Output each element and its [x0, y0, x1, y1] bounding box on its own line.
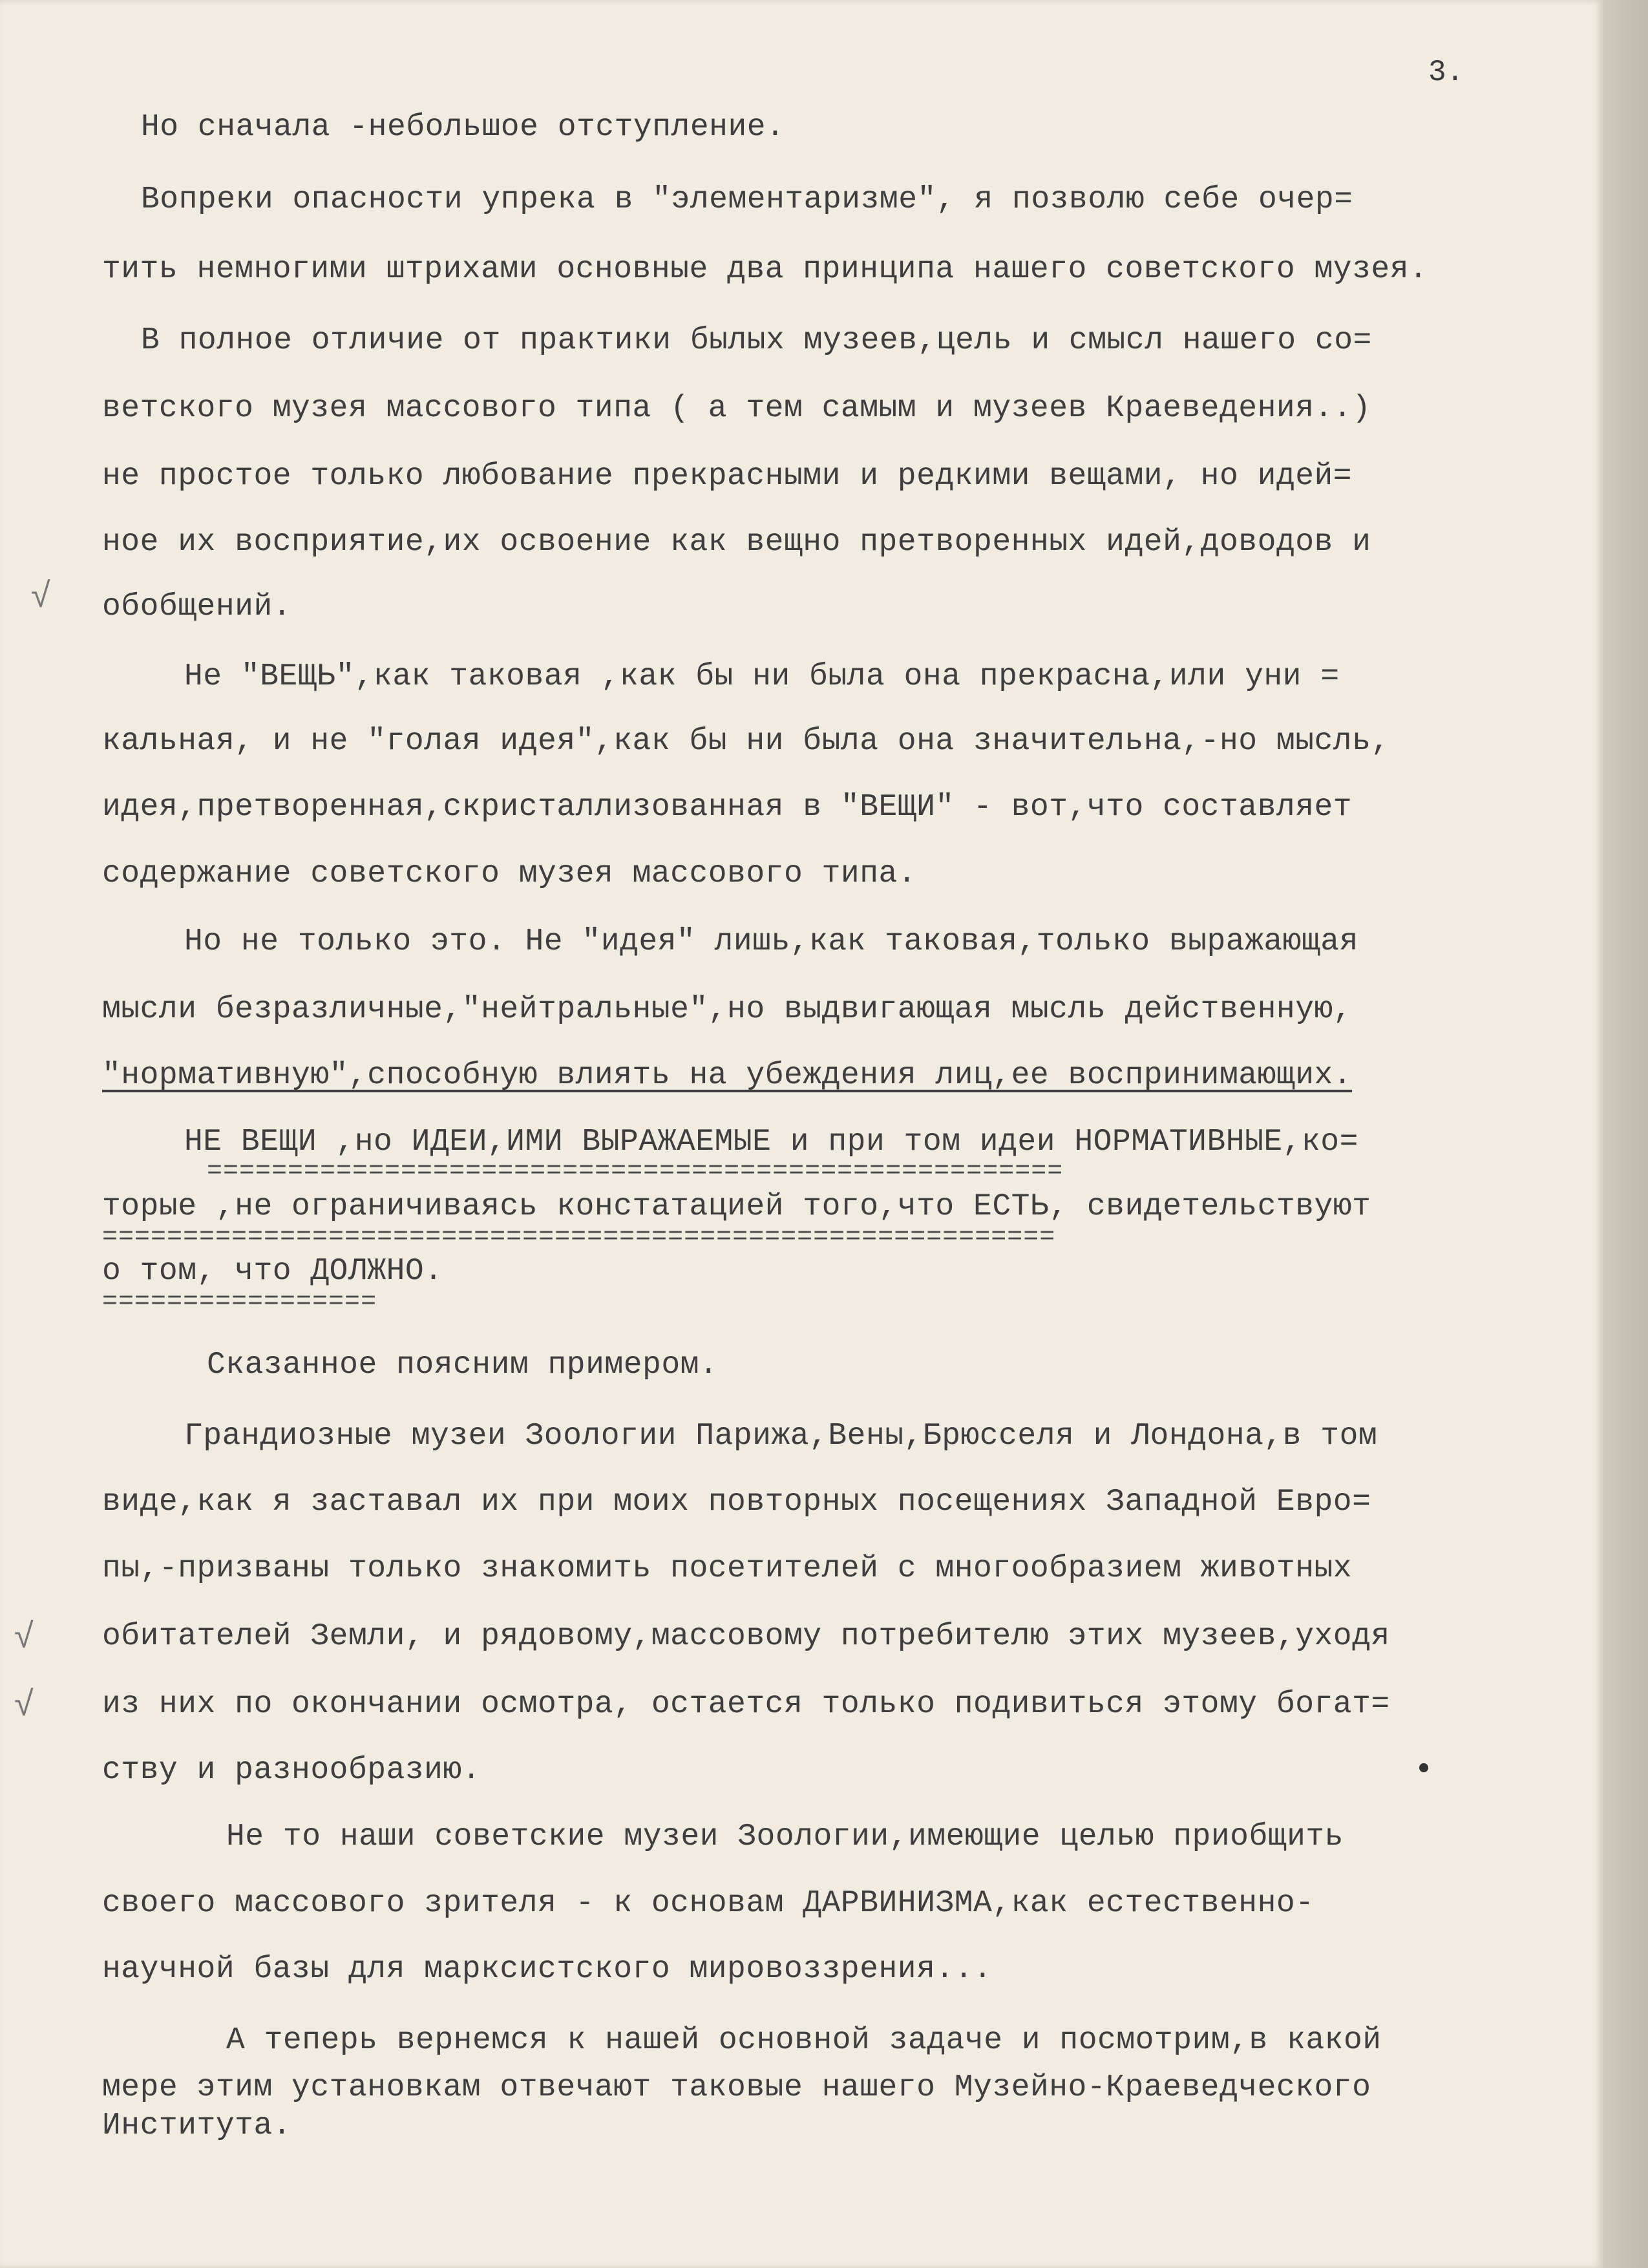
text-line: научной базы для марксистского мировоззрения...: [102, 1952, 993, 1987]
text-line: НЕ ВЕЩИ ,но ИДЕИ,ИМИ ВЫРАЖАЕМЫЕ и при том идеи НОРМАТИВНЫЕ,ко=: [184, 1125, 1358, 1160]
text-line: Не то наши советские музеи Зоологии,имеющие целью приобщить: [226, 1819, 1344, 1854]
text-line: Вопреки опасности упрека в "элементаризме", я позволю себе очер=: [141, 182, 1353, 217]
text-line: ству и разнообразию.: [102, 1753, 481, 1788]
text-line: Но не только это. Не "идея" лишь,как таковая,только выражающая: [184, 924, 1358, 959]
text-line: кальная, и не "голая идея",как бы ни была она значительна,-но мысль,: [102, 724, 1390, 759]
text-line: идея,претворенная,скристаллизованная в "ВЕЩИ" - вот,что составляет: [102, 790, 1353, 825]
text-line: пы,-призваны только знакомить посетителей с многообразием животных: [102, 1551, 1353, 1586]
double-underline: =================: [102, 1288, 377, 1317]
text-line: Грандиозные музеи Зоологии Парижа,Вены,Брюсселя и Лондона,в том: [184, 1419, 1378, 1454]
page-number: 3.: [1428, 56, 1464, 89]
text-line: из них по окончании осмотра, остается только подивиться этому богат=: [102, 1687, 1390, 1722]
text-line: о том, что ДОЛЖНО.: [102, 1254, 443, 1289]
page-edge: [1603, 0, 1648, 2268]
text-line: мере этим установкам отвечают таковые нашего Музейно-Краеведческого: [102, 2070, 1371, 2105]
text-line: не простое только любование прекрасными и редкими вещами, но идей=: [102, 459, 1353, 494]
text-line: мысли безразличные,"нейтральные",но выдвигающая мысль действенную,: [102, 992, 1353, 1027]
margin-check-mark: √: [31, 576, 50, 615]
text-line: В полное отличие от практики былых музеев,цель и смысл нашего со=: [141, 323, 1372, 358]
text-line: обобщений.: [102, 589, 292, 624]
text-line: ное их восприятие,их освоение как вещно претворенных идей,доводов и: [102, 525, 1371, 560]
double-underline: =====================================================: [207, 1157, 1064, 1186]
text-line: Но сначала -небольшое отступление.: [141, 110, 785, 145]
text-line: тить немногими штрихами основные два принципа нашего советского музея.: [102, 252, 1428, 287]
text-line: содержание советского музея массового типа.: [102, 856, 917, 891]
text-line: своего массового зрителя - к основам ДАРВИНИЗМА,как естественно-: [102, 1886, 1315, 1921]
text-line: виде,как я заставал их при моих повторных посещениях Западной Евро=: [102, 1485, 1371, 1520]
text-line: Сказанное поясним примером.: [207, 1348, 719, 1383]
text-line: "нормативную",способную влиять на убеждения лиц,ее воспринимающих.: [102, 1058, 1353, 1093]
text-line: обитателей Земли, и рядовому,массовому потребителю этих музеев,уходя: [102, 1619, 1390, 1654]
double-underline: ===========================================================: [102, 1223, 1056, 1252]
text-line: Не "ВЕЩЬ",как таковая ,как бы ни была она прекрасна,или уни =: [184, 659, 1340, 694]
margin-check-mark: √: [14, 1684, 34, 1723]
ink-dot: [1419, 1763, 1428, 1772]
text-line: торые ,не ограничиваясь констатацией того,что ЕСТЬ, свидетельствуют: [102, 1189, 1371, 1224]
text-line: ветского музея массового типа ( а тем самым и музеев Краеведения..): [102, 391, 1371, 426]
text-line: А теперь вернемся к нашей основной задаче и посмотрим,в какой: [226, 2023, 1382, 2058]
text-line: Института.: [102, 2108, 292, 2143]
margin-check-mark: √: [14, 1616, 34, 1655]
